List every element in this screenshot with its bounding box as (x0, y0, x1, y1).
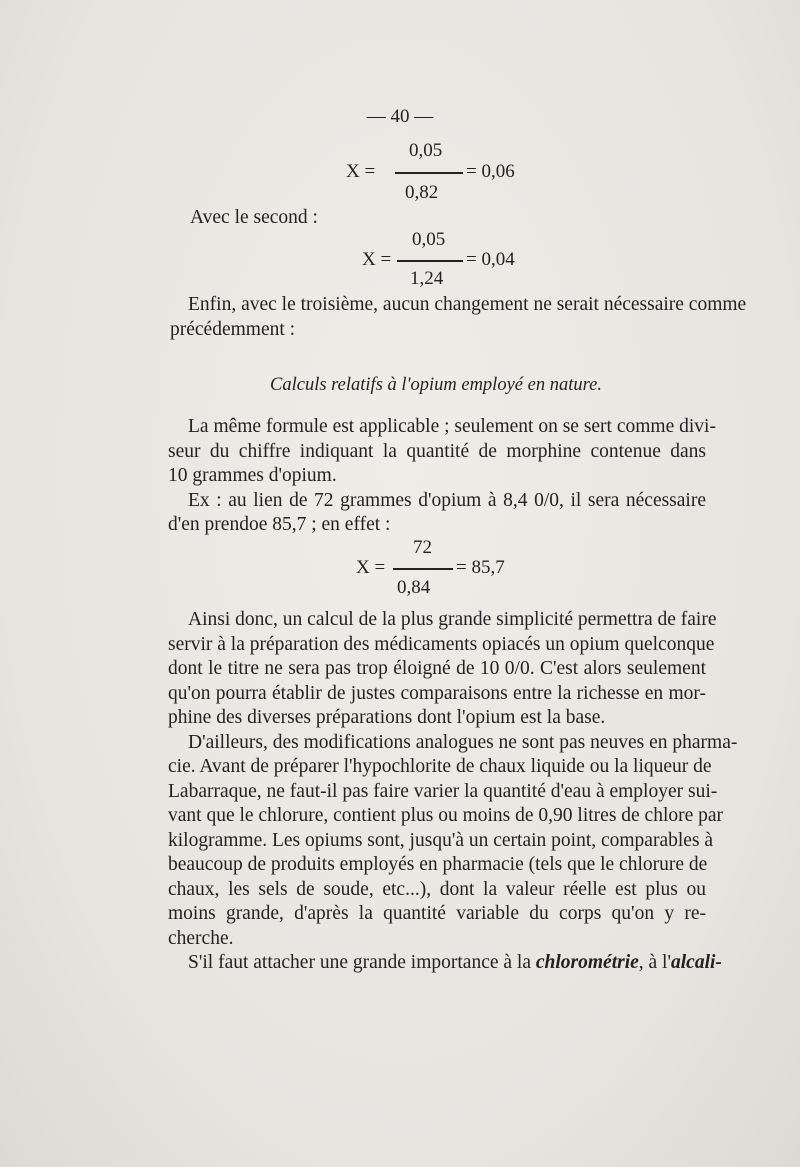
formula-numerator: 0,05 (412, 229, 446, 250)
formula-result: = 85,7 (456, 557, 505, 578)
text-line: moins grande, d'après la quantité variable du corps qu'on y re- (168, 903, 706, 924)
formula-denominator: 1,24 (410, 268, 444, 289)
fraction-bar (395, 172, 463, 174)
text-line: Enfin, avec le troisième, aucun changement ne serait nécessaire comme (188, 294, 747, 315)
formula-numerator: 0,05 (409, 140, 443, 161)
text-line: Ex : au lien de 72 grammes d'opium à 8,4 0/0, il sera nécessaire (188, 490, 706, 511)
text-line: vant que le chlorure, contient plus ou moins de 0,90 litres de chlore par (168, 805, 724, 826)
text-line: 10 grammes d'opium. (168, 465, 337, 486)
text-line-last (188, 951, 722, 975)
formula-numerator: 72 (413, 537, 432, 558)
text-line: Labarraque, ne faut-il pas faire varier la quantité d'eau à employer sui- (168, 781, 718, 802)
emphasis-chlorometrie: chlorométrie (535, 952, 639, 973)
page-number: — 40 — (366, 106, 434, 127)
text-line: D'ailleurs, des modifications analogues ne sont pas neuves en pharma- (188, 732, 738, 753)
fraction-bar (397, 260, 463, 262)
text-line: précédemment : (170, 319, 296, 340)
formula-lhs: X = (346, 161, 376, 182)
formula-denominator: 0,84 (397, 577, 431, 598)
formula-lhs: X = (362, 249, 392, 270)
text-line: cherche. (168, 928, 234, 949)
text-line: phine des diverses préparations dont l'opium est la base. (168, 707, 606, 728)
text-run: , à l' (638, 952, 671, 973)
text-line: beaucoup de produits employés en pharmacie (tels que le chlorure de (168, 854, 708, 875)
text-line: kilogramme. Les opiums sont, jusqu'à un certain point, comparables à (168, 830, 714, 851)
text-line: La même formule est applicable ; seulement on se sert comme divi- (188, 416, 716, 437)
text-line: Ainsi donc, un calcul de la plus grande simplicité permettra de faire (188, 609, 717, 630)
text-line: cie. Avant de préparer l'hypochlorite de chaux liquide ou la liqueur de (168, 756, 712, 777)
text-line: dont le titre ne sera pas trop éloigné de 10 0/0. C'est alors seulement (168, 658, 706, 679)
fraction-bar (393, 568, 453, 570)
text-line: chaux, les sels de soude, etc...), dont la valeur réelle est plus ou (168, 879, 706, 900)
formula-result: = 0,06 (466, 161, 515, 182)
text-line: seur du chiffre indiquant la quantité de morphine contenue dans (168, 441, 706, 462)
formula-denominator: 0,82 (405, 182, 439, 203)
text-run: S'il faut attacher une grande importance à la (188, 952, 536, 973)
emphasis-alcali: alcali- (671, 952, 722, 973)
section-title: Calculs relatifs à l'opium employé en nature. (270, 375, 602, 395)
formula-lhs: X = (356, 557, 386, 578)
formula-result: = 0,04 (466, 249, 515, 270)
text-line: qu'on pourra établir de justes comparaisons entre la richesse en mor- (168, 683, 706, 704)
text-line: servir à la préparation des médicaments opiacés un opium quelconque (168, 634, 715, 655)
text-line: d'en prendoe 85,7 ; en effet : (168, 514, 391, 535)
intro-second: Avec le second : (190, 207, 318, 228)
